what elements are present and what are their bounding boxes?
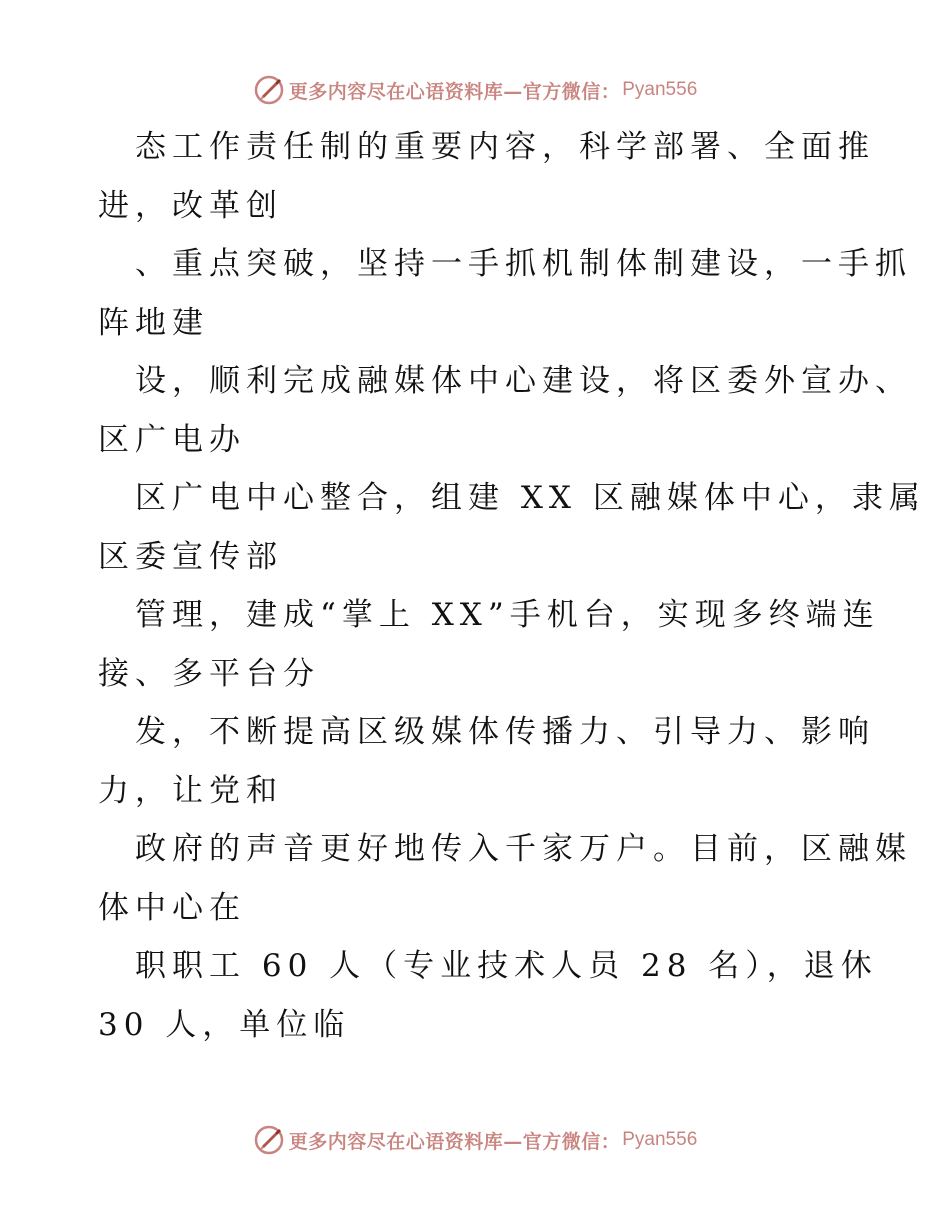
text-line: 力，让党和 bbox=[98, 772, 283, 809]
text-line: 体中心在 bbox=[98, 889, 246, 926]
watermark-text: 更多内容尽在心语资料库—官方微信： bbox=[288, 1130, 621, 1153]
text-line: 、重点突破，坚持一手抓机制体制建设，一手抓 bbox=[135, 246, 912, 282]
text-line: 政府的声音更好地传入千家万户。目前，区融媒 bbox=[135, 831, 912, 867]
text-line: 接、多平台分 bbox=[98, 655, 320, 692]
document-body bbox=[98, 118, 926, 1054]
text-line: 管理，建成“掌上 XX”手机台，实现多终端连 bbox=[135, 597, 880, 633]
text-line: 阵地建 bbox=[98, 304, 209, 341]
watermark-text: 更多内容尽在心语资料库—官方微信： bbox=[288, 80, 621, 103]
text-line: 30 人，单位临 bbox=[98, 1006, 351, 1043]
watermark-wechat-id: Pyan556 bbox=[622, 1129, 698, 1150]
text-line: 进，改革创 bbox=[98, 187, 283, 224]
watermark-wechat-id: Pyan556 bbox=[622, 79, 698, 100]
watermark-logo-icon bbox=[253, 74, 285, 106]
text-line: 态工作责任制的重要内容，科学部署、全面推 bbox=[135, 129, 875, 165]
text-line: 发，不断提高区级媒体传播力、引导力、影响 bbox=[135, 714, 875, 750]
text-line: 区委宣传部 bbox=[98, 538, 283, 575]
text-line: 职职工 60 人（专业技术人员 28 名），退休 bbox=[135, 948, 878, 984]
text-line: 设，顺利完成融媒体中心建设，将区委外宣办、 bbox=[135, 363, 912, 399]
text-line: 区广电中心整合，组建 XX 区融媒体中心，隶属 bbox=[135, 480, 926, 516]
header-watermark bbox=[0, 72, 950, 108]
text-line: 区广电办 bbox=[98, 421, 246, 458]
footer-watermark bbox=[0, 1122, 950, 1158]
watermark-logo-icon bbox=[253, 1124, 285, 1156]
